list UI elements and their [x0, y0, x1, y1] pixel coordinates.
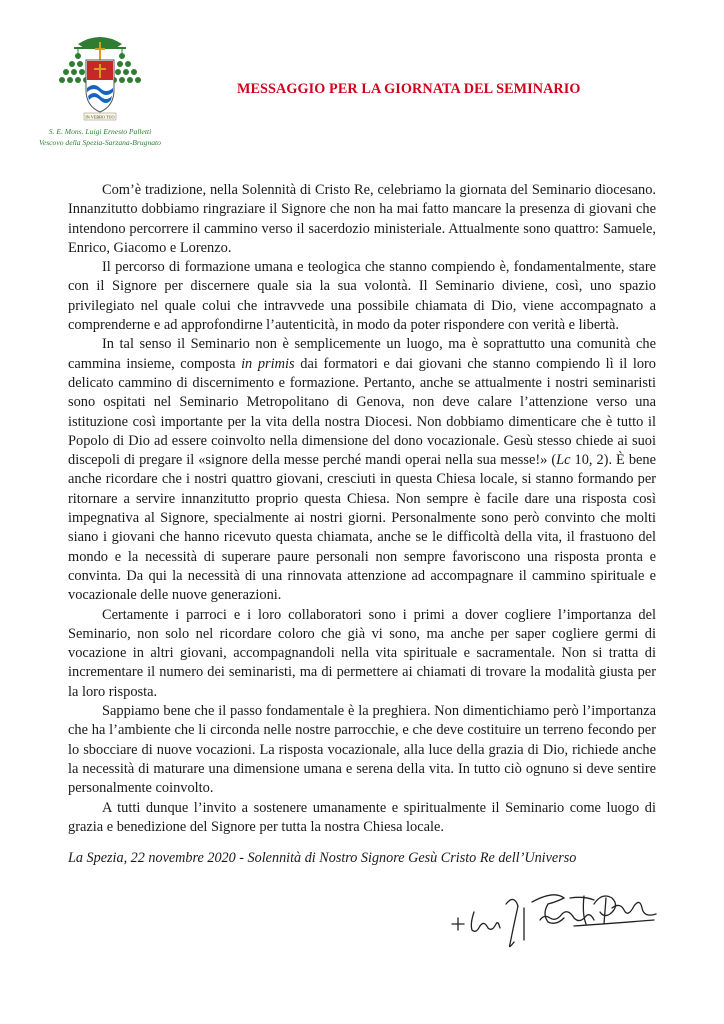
paragraph-3-part-a: In tal senso il Seminario non è semplicemente un luogo, ma è soprattutto una comunità che cammina insieme, composta [68, 336, 656, 372]
paragraph-3-part-c: 10, 2). È bene anche ricordare che i nostri quattro giovani, cresciuti in questa Chiesa locale, si stanno formando per ritornare a servire innanzitutto proprio questa Chiesa. Non sempre è facile dare una risposta così impegnativa al Signore, specialmente ai nostri giorni. Personalmente sono però convinto che molti siano i giovani che hanno ricevuto questa chiamata, anche se le difficoltà della vita, il frastuono del mondo e la necessità di superare paure personali non sempre favoriscono una risposta pronta e convinta. Da qui la necessità di una rinnovata attenzione ad accompagnare il cammino spirituale e vocazionale delle nuove generazioni. [68, 452, 656, 604]
dateline: La Spezia, 22 novembre 2020 - Solennità di Nostro Signore Gesù Cristo Re dell’Universo [68, 850, 577, 866]
paragraph-2: Il percorso di formazione umana e teologica che stanno compiendo è, fondamentalmente, stare con il Signore per discernere quale sia la sua volontà. Il Seminario diviene, così, uno spazio privilegiato nel quale colui che intravvede una possibile chiamata di Dio, viene accompagnato a comprenderne e ad approfondirne l’autenticità, in modo da poter rispondere con verità e libertà. [68, 259, 656, 334]
paragraph-5: Sappiamo bene che il passo fondamentale è la preghiera. Non dimentichiamo però l’importanza che ha l’ambiente che li circonda nelle nostre parrocchie, e che deve costituire un terreno fecondo per lo sbocciare di nuove vocazioni. La risposta vocazionale, alla luce della grazia di Dio, richiede anche la necessità di maturare una dimensione umana e serena della vita. In tutto ciò ognuno si deve sentire personalmente coinvolto. [68, 703, 656, 797]
page-title: MESSAGGIO PER LA GIORNATA DEL SEMINARIO [237, 81, 581, 97]
signature-icon [444, 884, 664, 954]
paragraph-4: Certamente i parroci e i loro collaboratori sono i primi a dover cogliere l’importanza del Seminario, non solo nel ricordare coloro che già vi sono, ma anche per saper cogliere germi di vocazione in altri giovani, accompagnandoli nella vita spirituale e sacramentale. Non si tratta di incrementare il numero dei seminaristi, ma di permettere ai chiamati di trovare la modalità giusta per la loro risposta. [68, 606, 656, 700]
bishop-title: Vescovo della Spezia-Sarzana-Brugnato [39, 138, 161, 147]
paragraph-3 [68, 335, 656, 605]
scripture-reference: Lc [556, 452, 571, 469]
coat-of-arms-icon [50, 32, 150, 122]
emphasis-in-primis: in primis [241, 355, 295, 372]
paragraph-1: Com’è tradizione, nella Solennità di Cristo Re, celebriamo la giornata del Seminario diocesano. Innanzitutto dobbiamo ringraziare il Signore che non ha mai fatto mancare la presenza di giovani che intendono percorrere il cammino verso il sacerdozio ministeriale. Attualmente sono quattro: Samuele, Enrico, Giacomo e Lorenzo. [68, 182, 656, 256]
paragraph-6: A tutti dunque l’invito a sostenere umanamente e spiritualmente il Seminario come luogo di grazia e benedizione del Signore per tutta la nostra Chiesa locale. [68, 799, 656, 835]
paragraph-3-part-b: dai formatori e dai giovani che stanno compiendo lì il loro delicato cammino di discernimento e formazione. Pertanto, anche se attualmente i nostri seminaristi sono ospitati nel Seminario Metropolitano di Genova, non deve calare l’attenzione verso una istituzione così importante per la vita della nostra Diocesi. Non dobbiamo dimenticare che è tutto il Popolo di Dio ad essere coinvolto nella dimensione del dono vocazionale. Gesù stesso chiede ai suoi discepoli di pregare il «signore della messe perché mandi operai nella sua messe!» ( [68, 355, 657, 469]
message-body [68, 181, 656, 837]
bishop-name: S. E. Mons. Luigi Ernesto Palletti [48, 127, 152, 136]
bishop-identity [20, 126, 180, 148]
crest-motto: IN VERBO TUO [85, 114, 115, 120]
